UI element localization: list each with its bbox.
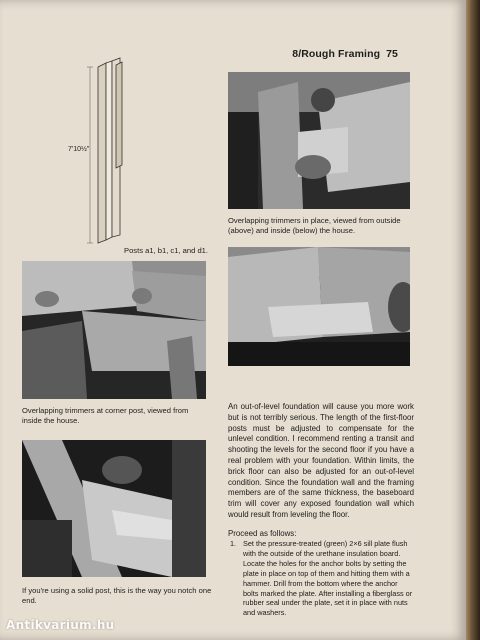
section-title: 8/Rough Framing: [292, 48, 381, 60]
lead-in: Proceed as follows:: [228, 528, 297, 538]
step-1: [228, 539, 414, 618]
photo-trimmers-inside: [228, 247, 410, 366]
step-number: 1.: [230, 539, 237, 548]
photo-solid-post: [22, 440, 206, 577]
page-edge: [466, 0, 480, 640]
dimension-label: 7'10½": [68, 146, 90, 153]
drawing-caption: Posts a1, b1, c1, and d1.: [124, 246, 209, 255]
page-number: 75: [386, 48, 398, 60]
running-header: [292, 48, 398, 60]
step-text: Set the pressure-treated (green) 2×6 sill plate flush with the outside of the urethane insulation board. Locate the holes for the anchor bolts by setting the plate in place on top of them and hitting them with a hammer. Drill from the bottom where the anchor bolts marked the plate. After installing a fiberglass or rubber seal under the plate, set it in place with nuts and washers.: [243, 539, 413, 618]
body-paragraph: An out-of-level foundation will cause you more work but is not terribly serious. The length of the first-floor posts must be adjusted to compensate for the unlevel condition. I recommend renting a transit and shooting the levels for the second floor if you have a real problem with your foundation. Within limits, the brick floor can also be adjusted for an out-of-level condition. Since the foundation wall and the framing members are of the same thickness, the baseboard trim will cover any exposed foundation wall which would result from leveling the floor.: [228, 402, 414, 519]
watermark: Antikvarium.hu: [6, 618, 115, 632]
body-text: [228, 402, 414, 548]
caption-corner-post: Overlapping trimmers at corner post, viewed from inside the house.: [22, 406, 189, 426]
photo-corner-post: [22, 261, 206, 399]
photo-trimmers-outside: [228, 72, 410, 209]
caption-solid-post: If you're using a solid post, this is the way you notch one end.: [22, 586, 212, 606]
caption-trimmers-outside: Overlapping trimmers in place, viewed from outside (above) and inside (below) the house.: [228, 216, 401, 236]
